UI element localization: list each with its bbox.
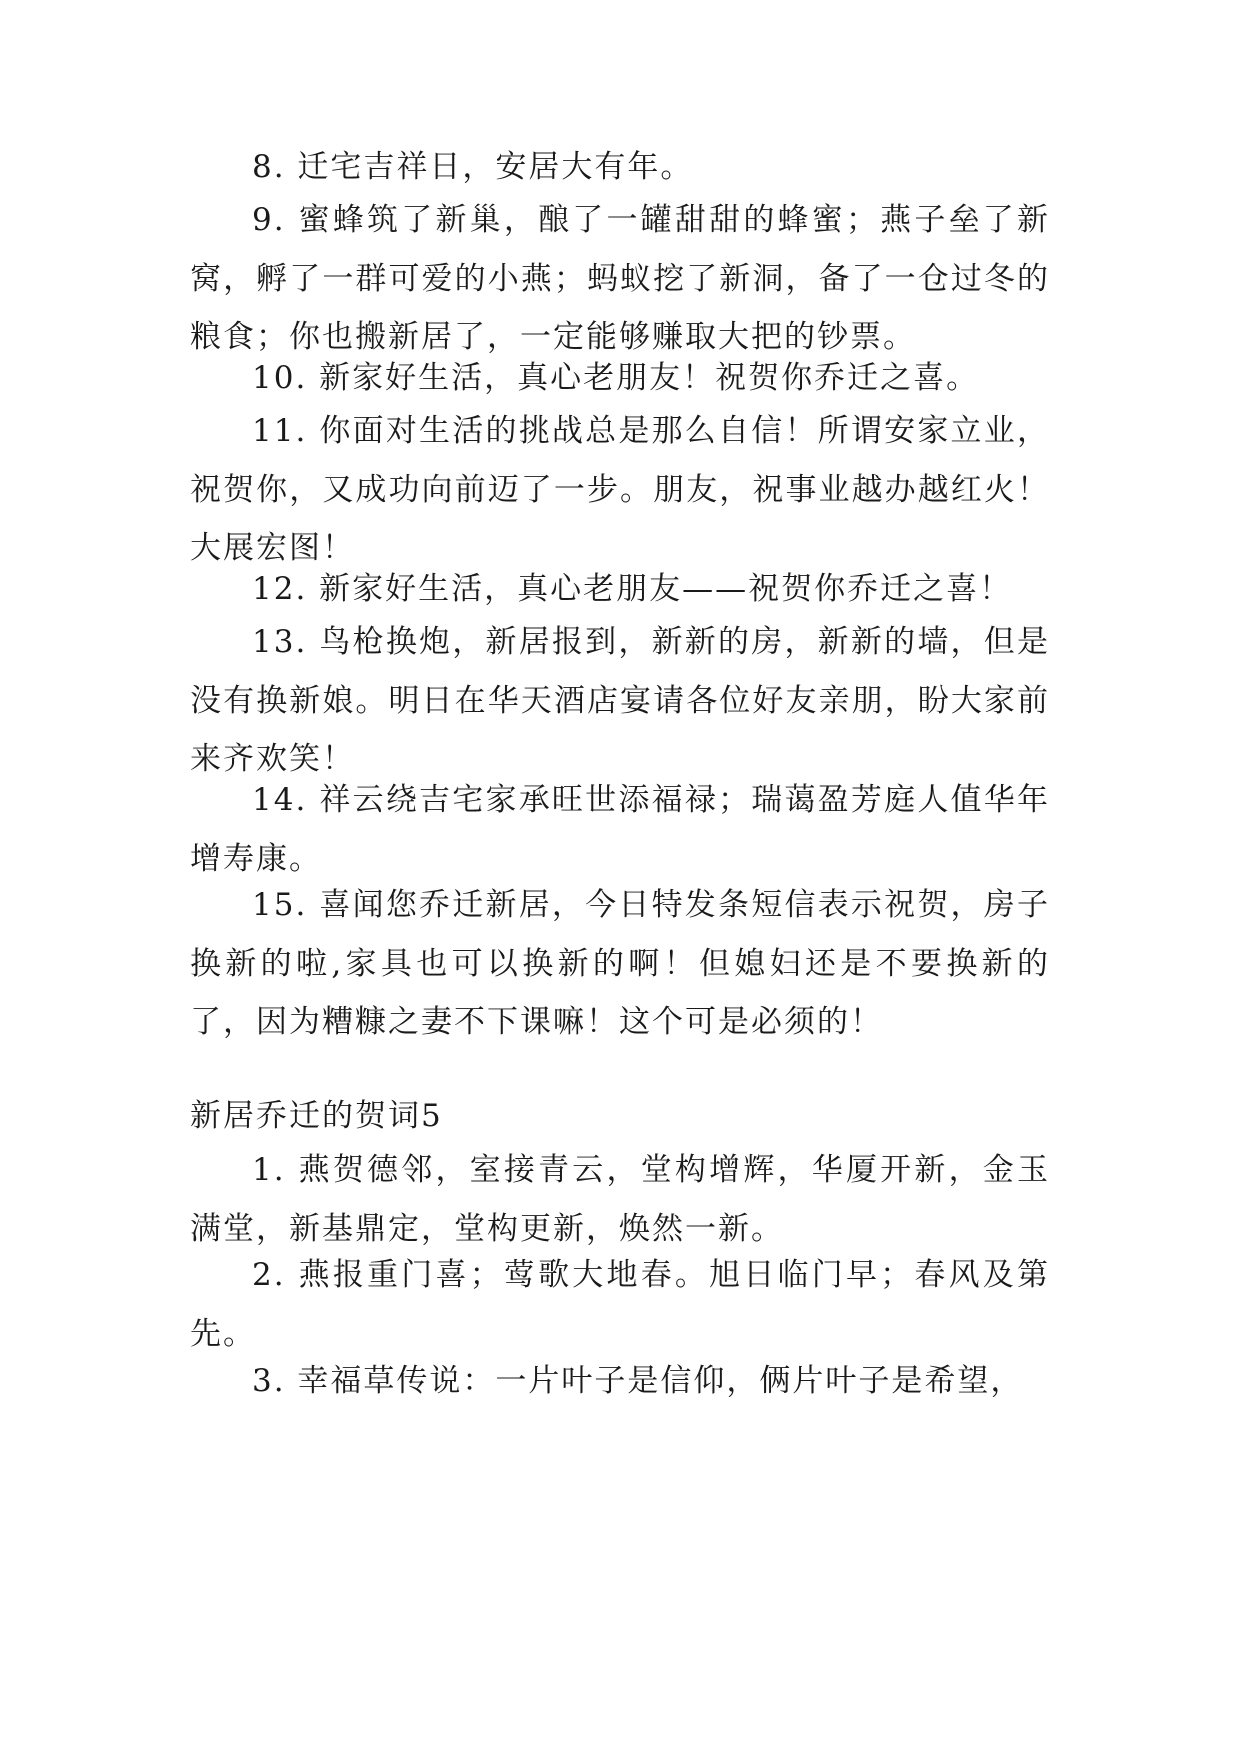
paragraph-11: 11. 你面对生活的挑战总是那么自信！所谓安家立业，祝贺你，又成功向前迈了一步。朋友，祝事业越办越红火！大展宏图！ [190, 413, 1050, 566]
paragraph-8: 8. 迁宅吉祥日，安居大有年。 [252, 149, 694, 185]
paragraph-13: 13. 鸟枪换炮，新居报到，新新的房，新新的墙，但是没有换新娘。明日在华天酒店宴请各位好友亲朋，盼大家前来齐欢笑！ [190, 624, 1050, 777]
paragraph-15: 15. 喜闻您乔迁新居，今日特发条短信表示祝贺，房子换新的啦,家具也可以换新的啊！但媳妇还是不要换新的了，因为糟糠之妻不下课嘛！这个可是必须的！ [190, 887, 1050, 1040]
paragraph-14: 14. 祥云绕吉宅家承旺世添福禄；瑞蔼盈芳庭人值华年增寿康。 [190, 782, 1050, 877]
paragraph-5-3: 3. 幸福草传说：一片叶子是信仰，俩片叶子是希望， [252, 1363, 1024, 1399]
paragraph-5-1: 1. 燕贺德邻，室接青云，堂构增辉，华厦开新，金玉满堂，新基鼎定，堂构更新，焕然一新。 [190, 1152, 1050, 1247]
section-heading: 新居乔迁的贺词5 [190, 1098, 443, 1134]
paragraph-12: 12. 新家好生活，真心老朋友——祝贺你乔迁之喜！ [252, 571, 1013, 607]
paragraph-5-2: 2. 燕报重门喜；莺歌大地春。旭日临门早；春风及第先。 [190, 1257, 1050, 1352]
paragraph-10: 10. 新家好生活，真心老朋友！祝贺你乔迁之喜。 [252, 360, 980, 396]
paragraph-9: 9. 蜜蜂筑了新巢，酿了一罐甜甜的蜂蜜；燕子垒了新窝，孵了一群可爱的小燕；蚂蚁挖了新洞，备了一仓过冬的粮食；你也搬新居了，一定能够赚取大把的钞票。 [190, 202, 1050, 355]
